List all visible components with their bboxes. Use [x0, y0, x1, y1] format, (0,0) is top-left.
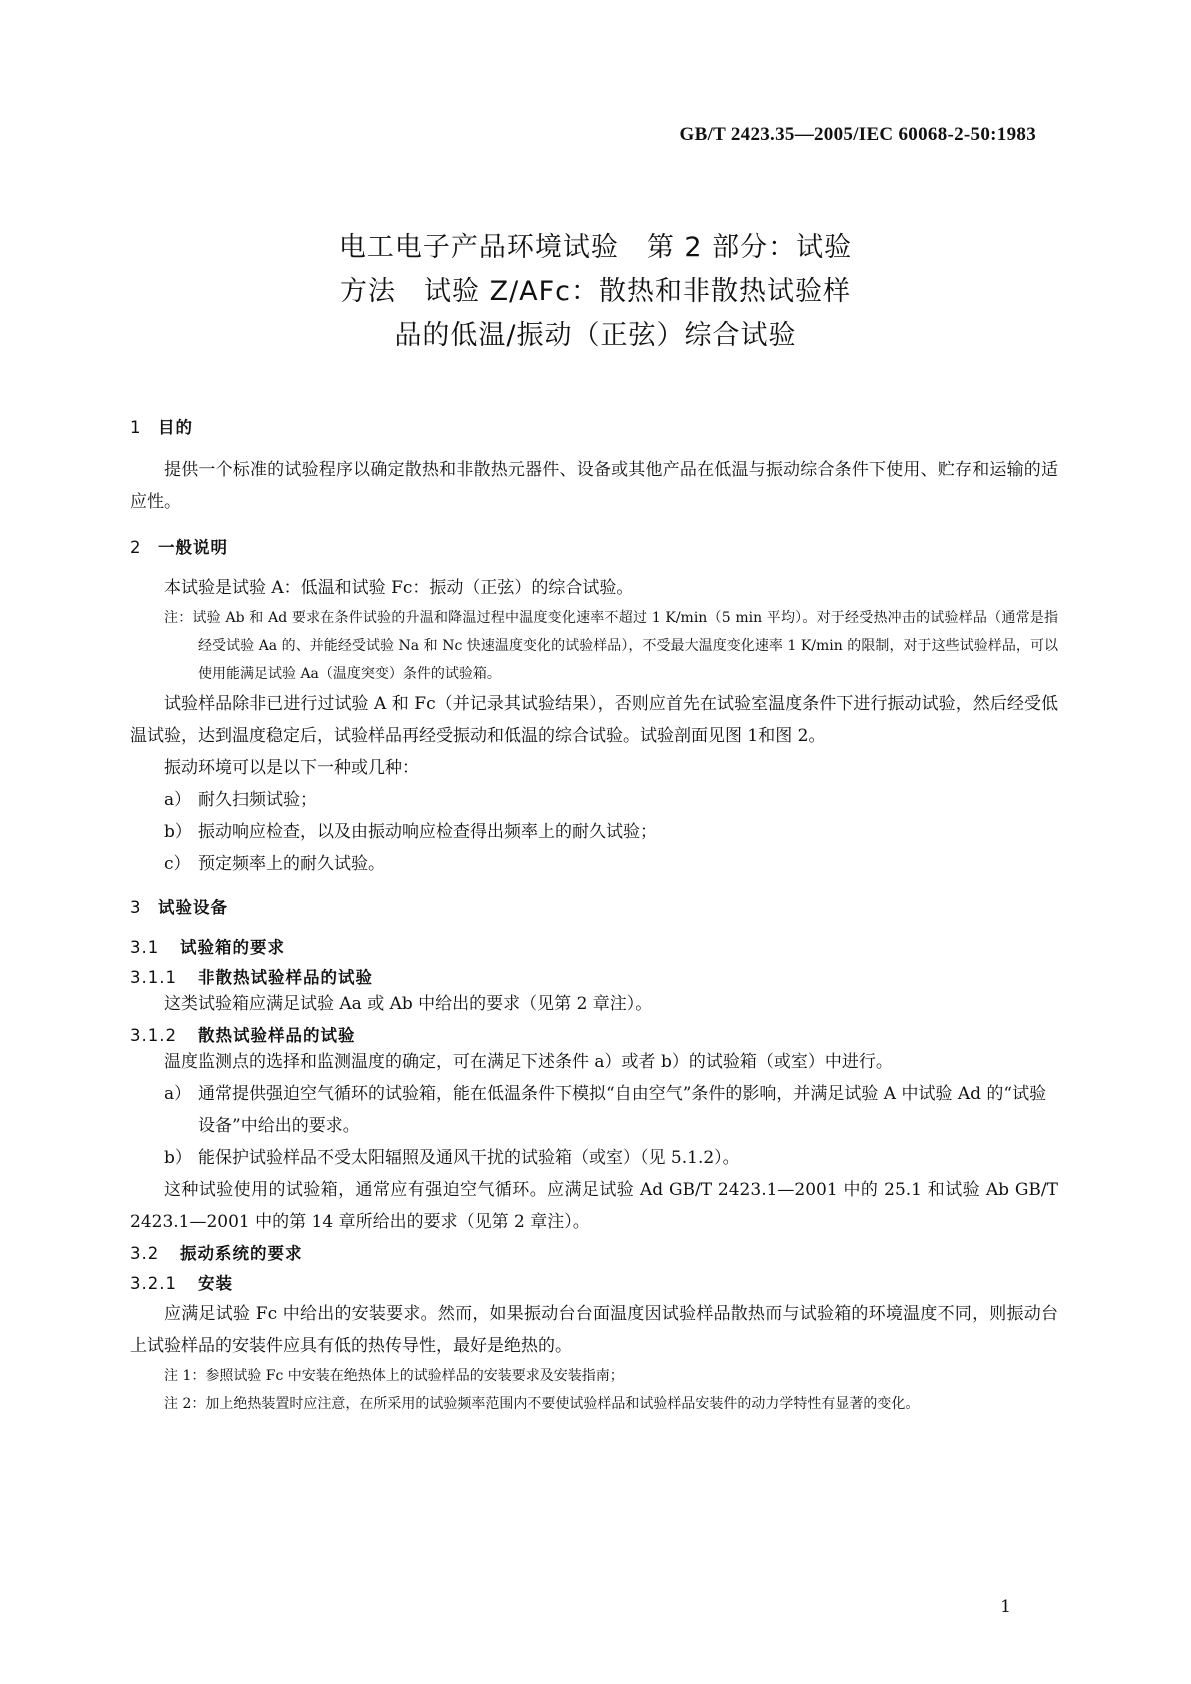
list-item: a） 通常提供强迫空气循环的试验箱，能在低温条件下模拟“自由空气”条件的影响，并满足试验 A 中试验 Ad 的“试验设备”中给出的要求。: [164, 1084, 1047, 1136]
section-3-2-1-heading: 3.2.1 安装: [130, 1274, 233, 1293]
section-3-2-1-paragraph: 应满足试验 Fc 中给出的安装要求。然而，如果振动台台面温度因试验样品散热而与试验箱的环境温度不同，则振动台上试验样品的安装件应具有低的热传导性，最好是绝热的。: [130, 1304, 1058, 1356]
title-line-3: 品的低温/振动（正弦）综合试验: [394, 320, 797, 351]
title-line-1: 电工电子产品环境试验 第 2 部分：试验: [338, 232, 853, 263]
list-item: c） 预定频率上的耐久试验。: [164, 854, 385, 874]
section-1-paragraph: 提供一个标准的试验程序以确定散热和非散热元器件、设备或其他产品在低温与振动综合条件下使用、贮存和运输的适应性。: [130, 460, 1058, 512]
section-2-paragraph-1: 本试验是试验 A：低温和试验 Fc：振动（正弦）的综合试验。: [164, 578, 634, 598]
section-3-1-2-heading: 3.1.2 散热试验样品的试验: [130, 1026, 356, 1045]
list-item: b） 能保护试验样品不受太阳辐照及通风干扰的试验箱（或室）（见 5.1.2）。: [164, 1148, 740, 1168]
section-3-1-2-paragraph-2: 这种试验使用的试验箱，通常应有强迫空气循环。应满足试验 Ad GB/T 2423.1—2001 中的 25.1 和试验 Ab GB/T 2423.1—2001 中的第 14 章所给出的要求（见第 2 章注）。: [130, 1180, 1058, 1232]
document-title: [0, 226, 1191, 358]
standard-code: GB/T 2423.35—2005/IEC 60068-2-50:1983: [679, 124, 1036, 145]
section-2-note: 注：试验 Ab 和 Ad 要求在条件试验的升温和降温过程中温度变化速率不超过 1 K/min（5 min 平均）。对于经受热冲击的试验样品（通常是指经受试验 Aa 的、并能经受试验 Na 和 Nc 快速温度变化的试验样品），不受最大温度变化速率 1 K/min 的限制，对于这些试验样品，可以使用能满足试验 Aa（温度突变）条件的试验箱。: [164, 610, 1058, 682]
section-3-2-heading: 3.2 振动系统的要求: [130, 1244, 303, 1263]
section-3-1-2-paragraph-1: 温度监测点的选择和监测温度的确定，可在满足下述条件 a）或者 b）的试验箱（或室）中进行。: [164, 1052, 893, 1072]
section-3-1-1-heading: 3.1.1 非散热试验样品的试验: [130, 968, 373, 987]
section-3-heading: 3 试验设备: [130, 898, 228, 917]
section-2-paragraph-3: 振动环境可以是以下一种或几种：: [164, 758, 419, 778]
list-item: a） 耐久扫频试验；: [164, 790, 317, 810]
section-2-paragraph-2: 试验样品除非已进行过试验 A 和 Fc（并记录其试验结果），否则应首先在试验室温度条件下进行振动试验，然后经受低温试验，达到温度稳定后，试验样品再经受振动和低温的综合试验。试验剖面见图 1和图 2。: [130, 694, 1058, 746]
list-item: b） 振动响应检查，以及由振动响应检查得出频率上的耐久试验；: [164, 822, 657, 842]
section-3-2-1-note-1: 注 1：参照试验 Fc 中安装在绝热体上的试验样品的安装要求及安装指南；: [164, 1368, 624, 1384]
document-body: [130, 414, 1058, 1418]
section-1-heading: 1 目的: [130, 418, 193, 437]
section-3-2-1-note-2: 注 2：加上绝热装置时应注意，在所采用的试验频率范围内不要使试验样品和试验样品安装件的动力学特性有显著的变化。: [164, 1396, 920, 1412]
section-3-1-1-paragraph: 这类试验箱应满足试验 Aa 或 Ab 中给出的要求（见第 2 章注）。: [164, 994, 653, 1014]
title-line-2: 方法 试验 Z/AFc：散热和非散热试验样: [339, 276, 852, 307]
section-3-1-heading: 3.1 试验箱的要求: [130, 938, 285, 957]
page-number: 1: [1000, 1597, 1011, 1617]
section-2-heading: 2 一般说明: [130, 538, 228, 557]
